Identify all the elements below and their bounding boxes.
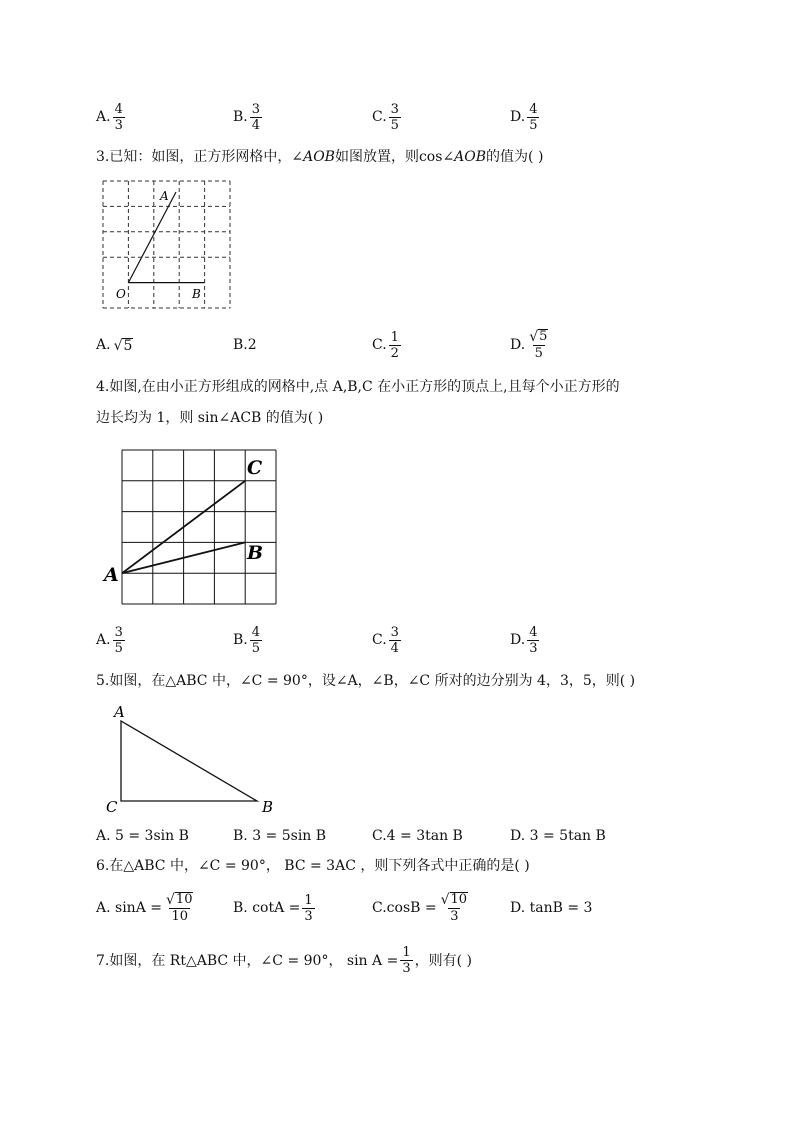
option-expr: 4 = 3tan B: [386, 828, 463, 844]
q3-stem: [96, 147, 543, 167]
option-letter: B.: [233, 828, 248, 844]
option-lhs: cotA =: [252, 900, 301, 916]
option-letter: A.: [96, 828, 111, 844]
q6-option-a[interactable]: [96, 888, 197, 928]
q3-suffix: 的值为( ): [486, 149, 544, 165]
q6-stem: 6.在△ABC 中，∠C = 90°， BC = 3AC ，则下列各式中正确的是( ): [96, 858, 530, 874]
q5-triangle: [121, 721, 257, 801]
numerator: 4: [529, 624, 538, 640]
denominator: 4: [251, 117, 261, 133]
denominator: 3: [114, 117, 123, 133]
fraction: [250, 102, 262, 133]
q3-label-b: B: [192, 287, 201, 301]
denominator: 5: [529, 117, 538, 133]
fraction: [164, 892, 195, 924]
q4-option-a[interactable]: [96, 620, 127, 660]
q4-options: [96, 620, 696, 660]
option-expr: 3 = 5sin B: [252, 828, 327, 844]
denominator: 3: [529, 640, 538, 656]
option-value: 2: [247, 337, 257, 353]
radicand: 5: [539, 329, 548, 344]
q3-options: [96, 325, 696, 365]
numerator: 1: [304, 892, 313, 908]
fraction: [302, 893, 314, 924]
option-letter: D.: [510, 900, 526, 916]
q4-stem-line1: 4.如图,在由小正方形组成的网格中,点 A,B,C 在小正方形的顶点上,且每个小正方形的: [96, 379, 620, 395]
fraction: [389, 102, 401, 133]
numerator: 4: [114, 101, 123, 117]
option-expr: 3 = 5tan B: [529, 828, 606, 844]
denominator: 4: [390, 640, 399, 656]
q5-label-c: C: [106, 798, 118, 816]
denominator: 3: [450, 909, 459, 924]
q2-options: [96, 97, 696, 137]
q5-figure: [100, 700, 285, 820]
q3-ray-oa: [128, 192, 176, 283]
option-lhs: sinA =: [115, 900, 162, 916]
option-letter: D.: [510, 337, 526, 353]
option-lhs: cosB =: [386, 900, 437, 916]
fraction: [113, 102, 125, 133]
q5-option-d[interactable]: [510, 816, 606, 856]
option-letter: D.: [510, 828, 526, 844]
fraction: [400, 945, 412, 976]
q4-label-a: A: [104, 564, 119, 586]
q3-cos: cos: [418, 149, 443, 165]
option-letter: B.: [233, 337, 248, 353]
q7-stem: [96, 940, 472, 980]
q4-label-c: C: [247, 457, 263, 479]
q6-option-c[interactable]: [372, 888, 472, 928]
option-expr: 5 = 3sin B: [115, 828, 189, 844]
numerator: 3: [390, 101, 399, 117]
fraction: [389, 625, 401, 656]
q7-suffix: ，则有( ): [414, 953, 472, 969]
sqrt: √ 10: [166, 892, 193, 908]
radicand: 10: [450, 892, 468, 907]
option-letter: B.: [233, 900, 248, 916]
denominator: 5: [114, 640, 123, 656]
q3-mid: 如图放置，则: [334, 149, 419, 165]
q3-option-c[interactable]: [372, 325, 403, 365]
option-expr: tanB = 3: [529, 900, 593, 916]
option-letter: D.: [510, 109, 526, 125]
fraction: [527, 102, 539, 133]
fraction: [113, 625, 125, 656]
fraction: [439, 892, 470, 924]
fraction: [527, 625, 539, 656]
sqrt: √ 10: [440, 892, 468, 908]
q3-option-a[interactable]: [96, 325, 133, 365]
option-letter: D.: [510, 632, 526, 648]
sqrt: √ 5: [113, 337, 133, 354]
option-letter: C.: [372, 337, 387, 353]
fraction: [250, 625, 262, 656]
denominator: 10: [171, 909, 188, 924]
option-letter: A.: [96, 109, 111, 125]
option-letter: C.: [372, 900, 387, 916]
option-letter: B.: [233, 632, 248, 648]
option-letter: A.: [96, 337, 111, 353]
q6-options: [96, 888, 696, 928]
fraction: [527, 329, 550, 361]
q4-label-b: B: [247, 542, 264, 564]
q4-option-d[interactable]: [510, 620, 541, 660]
q5-option-c[interactable]: [372, 816, 463, 856]
denominator: 2: [390, 345, 399, 361]
q2-option-c[interactable]: [372, 97, 403, 137]
numerator: 3: [114, 624, 123, 640]
denominator: 5: [534, 346, 543, 361]
denominator: 5: [251, 640, 261, 656]
q5-option-a[interactable]: [96, 816, 189, 856]
numerator: 1: [390, 329, 399, 345]
q3-prefix: 3.已知：如图，正方形网格中，: [96, 149, 292, 165]
q5-label-a: A: [114, 703, 125, 721]
option-letter: B.: [233, 109, 248, 125]
fraction: [389, 330, 401, 361]
q4-option-c[interactable]: [372, 620, 403, 660]
option-letter: C.: [372, 109, 387, 125]
denominator: 5: [390, 117, 399, 133]
q3-option-b[interactable]: [233, 325, 257, 365]
numerator: 3: [390, 624, 399, 640]
sqrt: √ 5: [529, 329, 548, 345]
option-letter: C.: [372, 828, 387, 844]
q6-option-b[interactable]: [233, 888, 317, 928]
option-letter: A.: [96, 900, 111, 916]
option-letter: C.: [372, 632, 387, 648]
q3-option-d[interactable]: [510, 325, 552, 365]
radicand: 5: [123, 337, 133, 354]
q3-label-o: O: [116, 287, 126, 301]
numerator: 1: [402, 944, 411, 960]
numerator: 4: [251, 624, 261, 640]
denominator: 3: [402, 960, 411, 976]
q3-label-a: A: [160, 189, 169, 203]
q2-option-b[interactable]: [233, 97, 264, 137]
radicand: 10: [175, 892, 193, 907]
option-letter: A.: [96, 632, 111, 648]
q5-stem: 5.如图，在△ABC 中，∠C = 90°，设∠A，∠B，∠C 所对的边分别为 4，3，5，则( ): [96, 673, 636, 689]
q7-prefix: 7.如图，在 Rt△ABC 中，∠C = 90°， sin A =: [96, 953, 399, 969]
q6-option-d[interactable]: [510, 888, 592, 928]
numerator: 3: [251, 101, 261, 117]
q4-option-b[interactable]: [233, 620, 264, 660]
numerator: 4: [529, 101, 538, 117]
denominator: 3: [304, 908, 313, 924]
q3-angle: ∠AOB: [291, 149, 335, 165]
q2-option-d[interactable]: [510, 97, 541, 137]
q4-figure: [100, 445, 285, 610]
q3-figure: [100, 178, 235, 313]
q5-label-b: B: [262, 798, 274, 816]
q4-stem-line2: 边长均为 1，则 sin∠ACB 的值为( ): [96, 410, 324, 426]
q5-option-b[interactable]: [233, 816, 326, 856]
q3-angle-2: ∠AOB: [442, 149, 487, 165]
q5-options: [96, 816, 696, 856]
q2-option-a[interactable]: [96, 97, 127, 137]
